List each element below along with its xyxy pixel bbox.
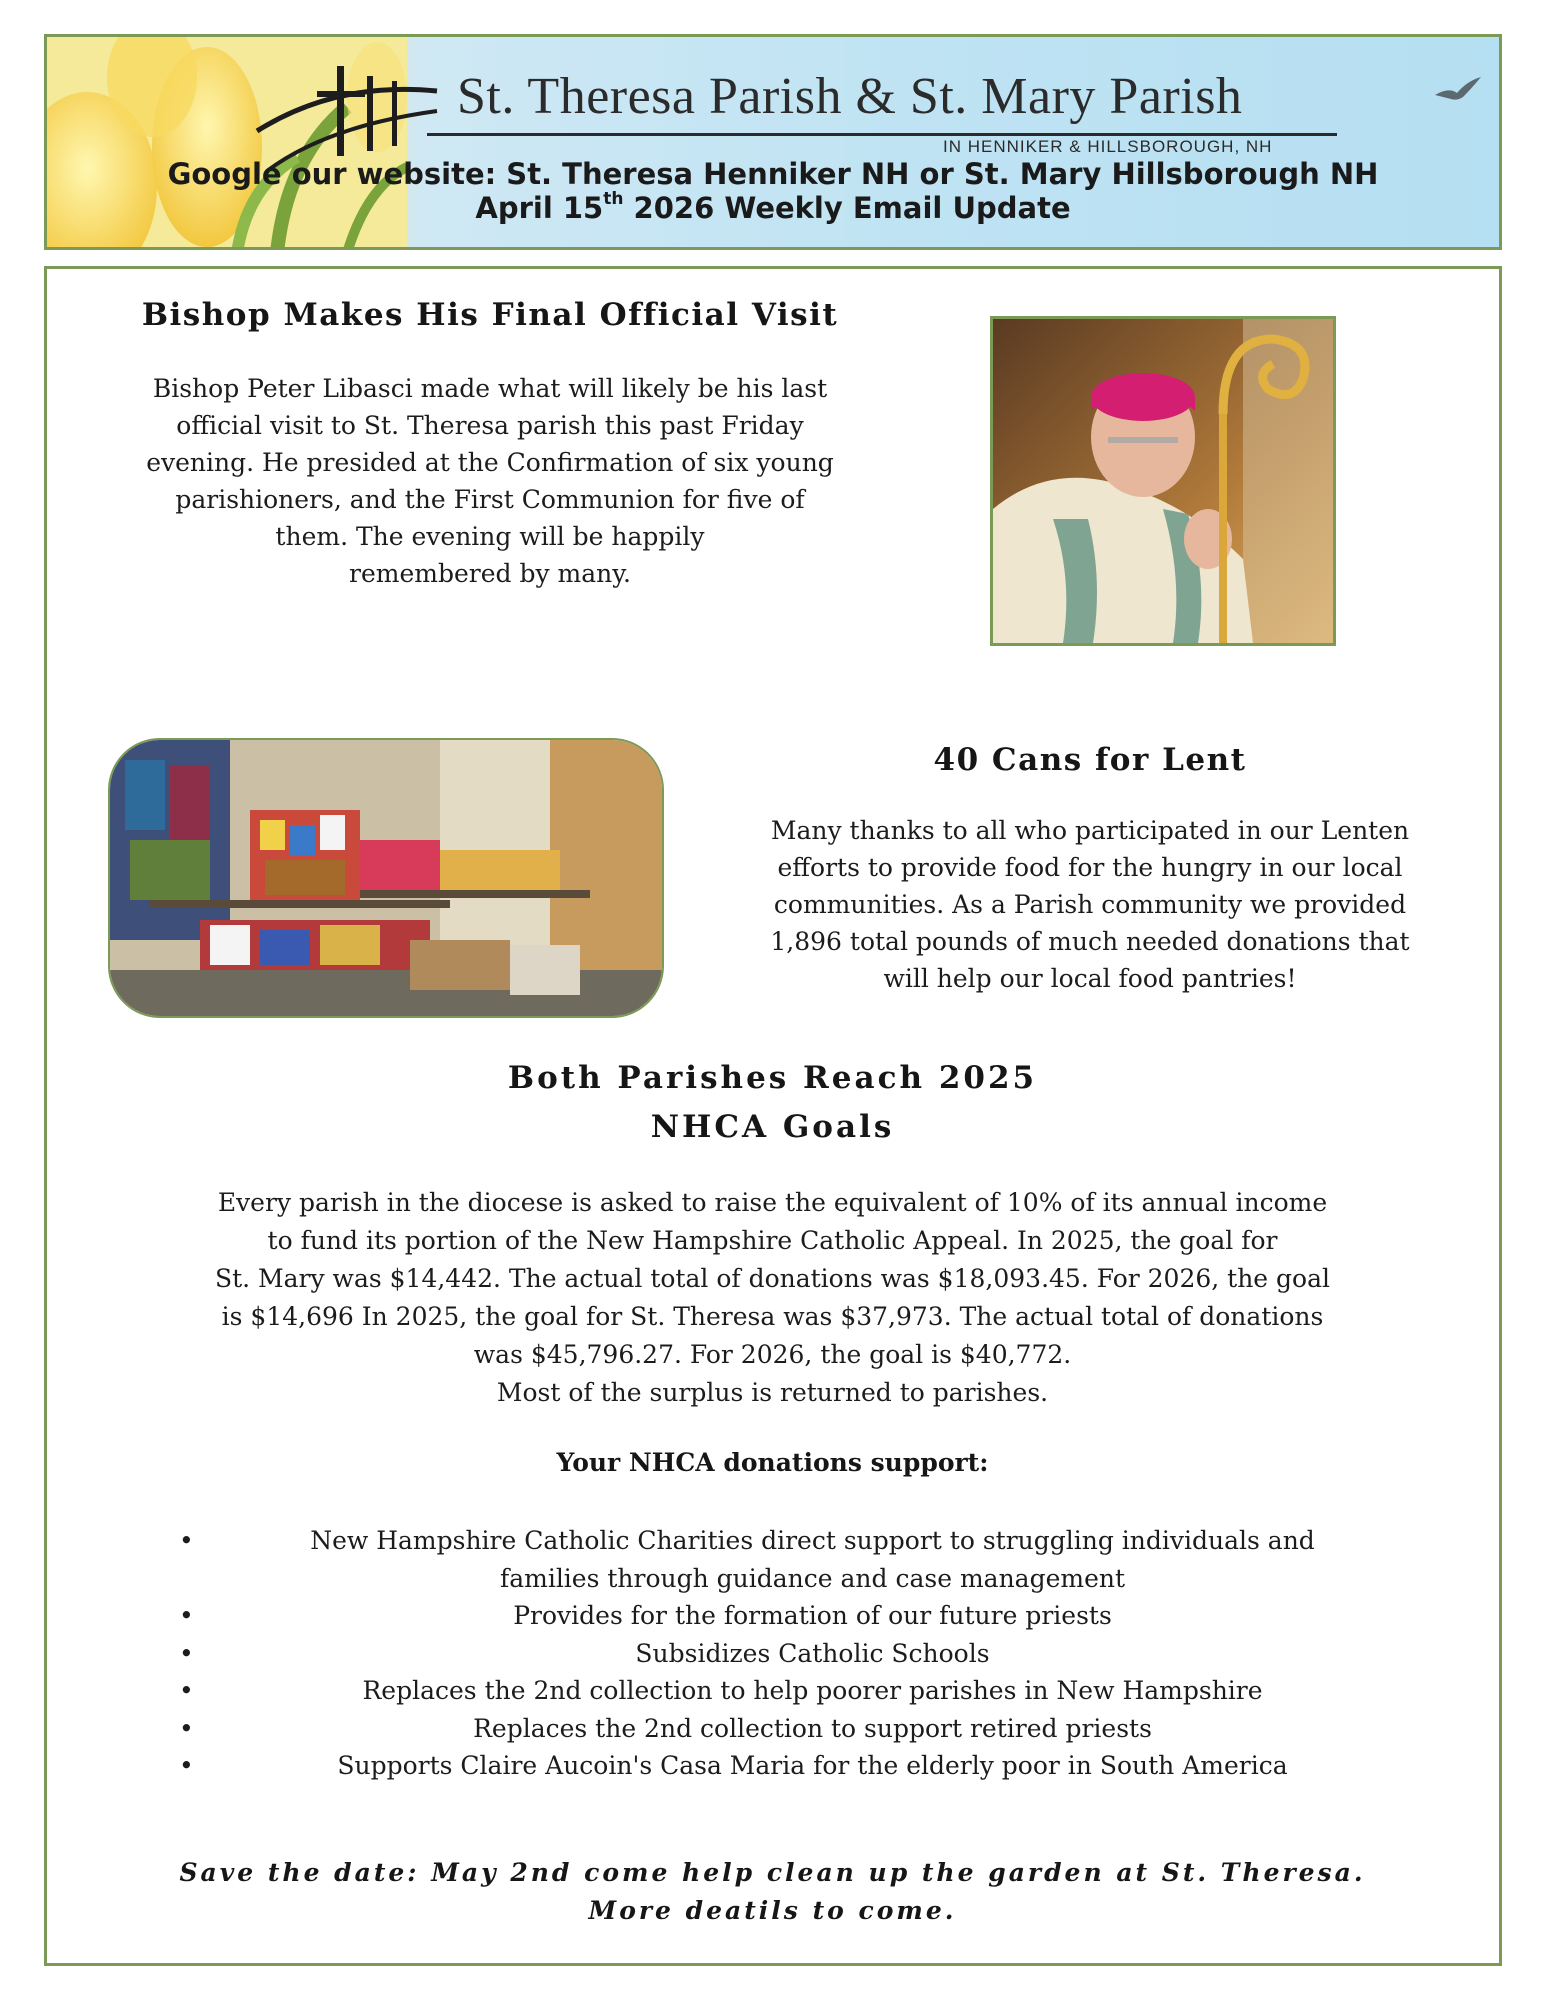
bishop-heading: Bishop Makes His Final Official Visit	[141, 297, 839, 333]
bishop-line: them. The evening will be happily	[275, 522, 705, 551]
date-rest: 2026 Weekly Email Update	[623, 191, 1071, 225]
bullet-point: •	[179, 1638, 194, 1668]
date-suffix: th	[603, 189, 624, 209]
date-prefix: April 15	[475, 191, 604, 225]
list-item	[0, 1747, 1545, 1785]
nhca-heading-line1: Both Parishes Reach 2025	[507, 1060, 1038, 1096]
issue-date-line	[47, 191, 1499, 225]
bullet-point: •	[179, 1601, 194, 1630]
bishop-line: official visit to St. Theresa parish this past Friday	[176, 411, 804, 440]
list-item	[0, 1597, 1545, 1635]
cans-line: will help our local food pantries!	[883, 964, 1297, 993]
support-heading: Your NHCA donations support:	[556, 1448, 989, 1477]
cans-paragraph	[720, 812, 1460, 997]
cans-line: communities. As a Parish community we provided	[773, 890, 1407, 919]
cans-line: efforts to provide food for the hungry in our local	[777, 853, 1403, 882]
nhca-line: to fund its portion of the New Hampshire Catholic Appeal. In 2025, the goal for	[267, 1226, 1278, 1255]
bishop-line: Bishop Peter Libasci made what will likely be his last	[152, 374, 828, 403]
nhca-line: Every parish in the diocese is asked to raise the equivalent of 10% of its annual income	[217, 1188, 1328, 1217]
website-line: Google our website: St. Theresa Henniker NH or St. Mary Hillsborough NH	[167, 157, 1379, 191]
bishop-photo-image	[993, 319, 1333, 643]
list-item	[0, 1522, 1545, 1597]
save-the-date-line1: Save the date: May 2nd come help clean up the garden at St. Theresa.	[179, 1858, 1366, 1887]
nhca-paragraph	[60, 1184, 1485, 1412]
nhca-line: St. Mary was $14,442. The actual total of donations was $18,093.45. For 2026, the goal	[214, 1264, 1331, 1293]
parish-location: IN HENNIKER & HILLSBOROUGH, NH	[943, 137, 1273, 156]
list-item	[0, 1635, 1545, 1673]
cans-heading: 40 Cans for Lent	[933, 742, 1247, 778]
nhca-line: was $45,796.27. For 2026, the goal is $40,772.	[473, 1340, 1072, 1369]
nhca-line: is $14,696 In 2025, the goal for St. Theresa was $37,973. The actual total of donations	[221, 1302, 1324, 1331]
save-the-date-line2: More deatils to come.	[588, 1896, 957, 1925]
cans-line: 1,896 total pounds of much needed donations that	[770, 927, 1410, 956]
food-donations-photo	[108, 738, 664, 1018]
bishop-line: evening. He presided at the Confirmation of six young	[146, 448, 834, 477]
nhca-heading-line2: NHCA Goals	[650, 1109, 895, 1145]
bishop-line: remembered by many.	[349, 559, 631, 588]
support-item-text: Subsidizes Catholic Schools	[635, 1638, 990, 1668]
save-the-date-notice	[0, 1854, 1545, 1930]
bullet-point: •	[179, 1751, 194, 1780]
support-item-text: New Hampshire Catholic Charities direct support to struggling individuals and families through guidance and case management	[310, 1526, 1315, 1593]
bird-icon	[1427, 67, 1487, 117]
bullet-point: •	[179, 1526, 194, 1555]
bishop-paragraph	[80, 370, 900, 592]
support-item-text: Replaces the 2nd collection to help poorer parishes in New Hampshire	[362, 1676, 1263, 1705]
list-item	[0, 1672, 1545, 1710]
parish-name: St. Theresa Parish & St. Mary Parish	[457, 68, 1243, 125]
header-banner	[44, 34, 1502, 250]
bishop-line: parishioners, and the First Communion for five of	[175, 485, 805, 514]
list-item	[0, 1710, 1545, 1748]
title-rule	[427, 133, 1337, 136]
bullet-point: •	[179, 1713, 194, 1743]
support-item-text: Replaces the 2nd collection to support retired priests	[473, 1713, 1152, 1743]
support-item-text: Supports Claire Aucoin's Casa Maria for the elderly poor in South America	[337, 1751, 1288, 1780]
food-donations-image	[110, 740, 662, 1016]
bishop-photo	[990, 316, 1336, 646]
support-item-text: Provides for the formation of our future priests	[513, 1601, 1112, 1630]
cans-line: Many thanks to all who participated in our Lenten	[770, 816, 1410, 845]
nhca-line: Most of the surplus is returned to parishes.	[496, 1378, 1049, 1407]
support-list	[0, 1522, 1545, 1785]
bullet-point: •	[179, 1676, 194, 1705]
